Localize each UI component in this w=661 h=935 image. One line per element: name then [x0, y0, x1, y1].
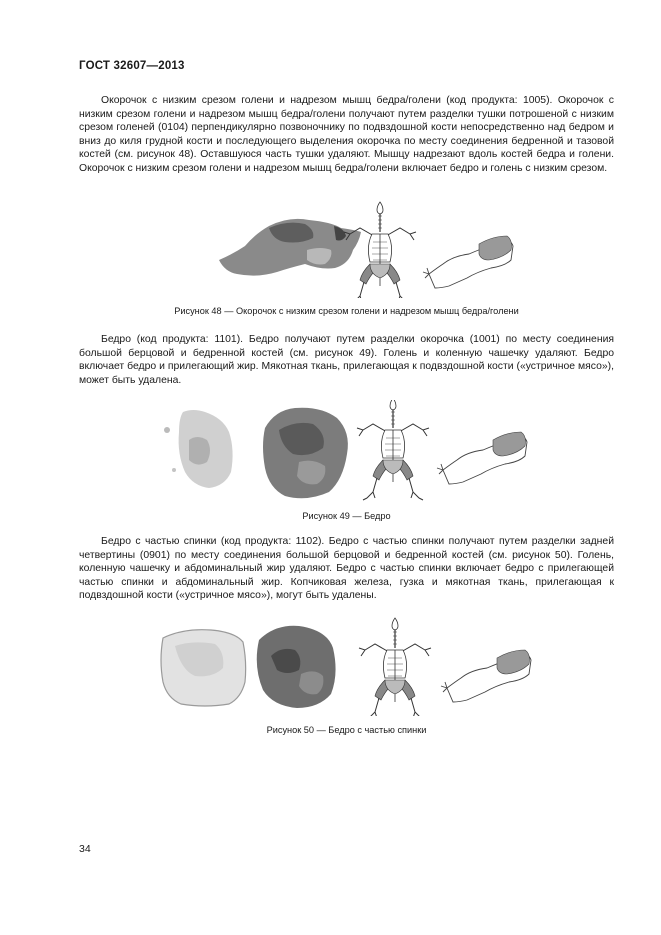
paragraph-product-1005: Окорочок с низким срезом голени и надрезом мышц бедра/голени (код продукта: 1005). Окорочок с низким срезом голени и надрезом мышц бедра/голени получают путем разделки тушки потрошеной с низким срезом голеней (0104) перпендикулярно позвоночнику по подвздошной кости непосредственно над бедром и вниз до киля грудной кости и последующего выделения окорочка по месту соединения бедренной и тазовой костей (см. рисунок 48). Оставшуюся часть тушки удаляют. Мышцу надрезают вдоль костей бедра и голени. Окорочок с низким срезом голени и надрезом мышц бедра/голени включает бедро и голень с низким срезом.	[79, 95, 614, 174]
figure-48	[79, 198, 614, 298]
figure-50-illustration	[79, 616, 614, 716]
figure-49	[79, 400, 614, 505]
meat-photo-cut	[257, 626, 336, 708]
paragraph-product-1101: Бедро (код продукта: 1101). Бедро получают путем разделки окорочка (1001) по месту соединения большой берцовой и бедренной костей (см. рисунок 49). Голень и коленную чашечку удаляют. Бедро включает бедро и прилегающий жир. Мякотная ткань, прилегающая к подвздошной кости («устричное мясо»), может быть удалена.	[79, 334, 614, 386]
figure-49-caption: Рисунок 49 — Бедро	[302, 511, 391, 521]
figure-50	[79, 616, 614, 716]
figure-48-caption: Рисунок 48 — Окорочок с низким срезом голени и надрезом мышц бедра/голени	[174, 306, 519, 316]
meat-photo-raw	[161, 630, 246, 706]
leg-diagram	[437, 432, 527, 484]
meat-photo-cut	[263, 408, 348, 499]
figure-49-illustration	[79, 400, 614, 505]
meat-photo-raw	[164, 410, 233, 488]
leg-diagram	[423, 236, 513, 288]
skeleton-diagram	[359, 618, 431, 716]
skeleton-diagram	[344, 202, 416, 298]
figure-50-caption: Рисунок 50 — Бедро с частью спинки	[266, 725, 427, 735]
paragraph-product-1102: Бедро с частью спинки (код продукта: 1102). Бедро с частью спинки получают путем разделки задней четвертины (0901) по месту соединения большой берцовой и бедренной костей (см. рисунок 50). Голень, коленную чашечку и абдоминальный жир удаляют. Бедро с частью спинки включает бедро с прилегающей частью спинки и абдоминальный жир. Копчиковая железа, гузка и мякотная ткань, прилегающая к подвздошной кости («устричное мясо»), могут быть удалены.	[79, 536, 614, 602]
skeleton-diagram	[357, 400, 429, 500]
leg-diagram	[441, 650, 531, 702]
meat-photo	[219, 219, 361, 276]
page-number: 34	[79, 843, 91, 855]
standard-header: ГОСТ 32607—2013	[79, 60, 185, 72]
figure-48-illustration	[79, 198, 614, 298]
